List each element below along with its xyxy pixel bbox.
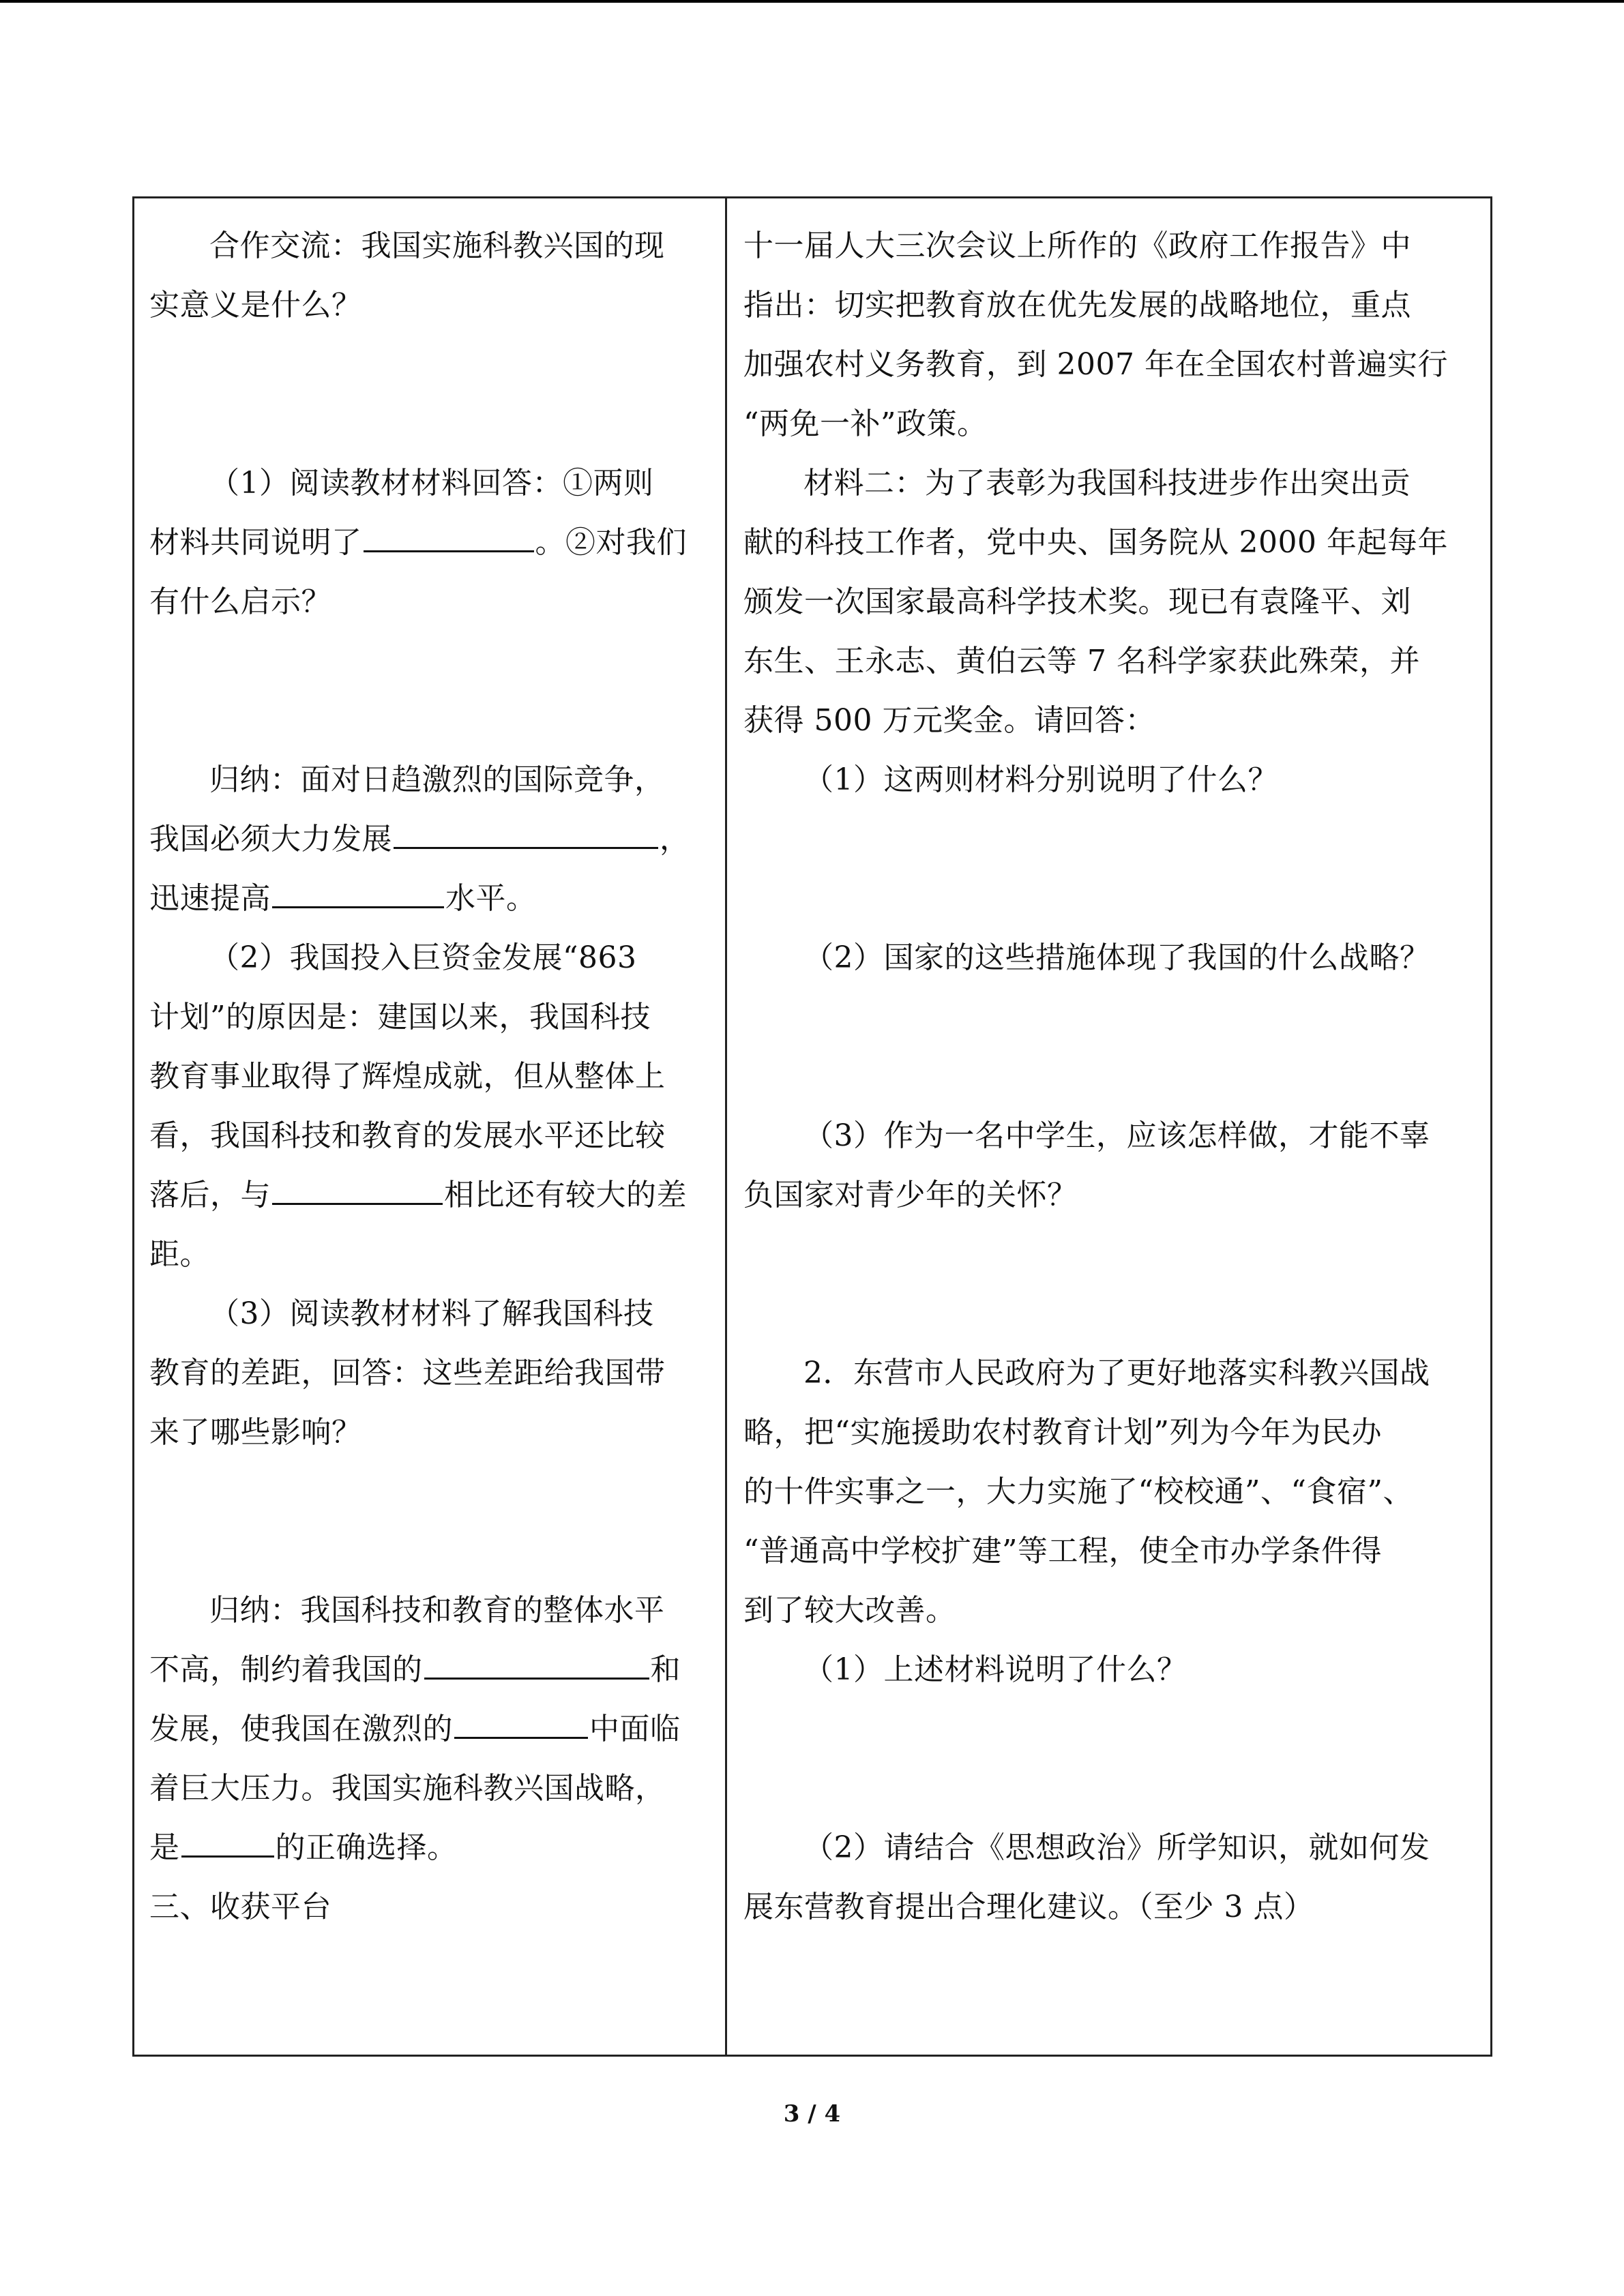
- q2-line: （2）我国投入巨资金发展“863: [209, 940, 637, 975]
- text-fragment: 的正确选择。: [275, 1830, 458, 1865]
- material2-line: 获得 500 万元奖金。请回答：: [743, 703, 1155, 738]
- text-fragment: 和: [650, 1652, 681, 1687]
- q2-line: 距。: [149, 1237, 210, 1272]
- q2-line: [149, 1165, 711, 1225]
- material-question-3: 负国家对青少年的关怀？: [743, 1178, 1078, 1212]
- material2-line: 材料二：为了表彰为我国科技进步作出突出贡: [803, 466, 1411, 501]
- item2-question-1: （1）上述材料说明了什么？: [803, 1652, 1187, 1687]
- item2-line: 2．东营市人民政府为了更好地落实科教兴国战: [803, 1356, 1430, 1390]
- summary2-line: [149, 1640, 711, 1699]
- item2-line: “普通高中学校扩建”等工程，使全市办学条件得: [743, 1534, 1382, 1568]
- fill-blank[interactable]: [272, 876, 444, 908]
- q1-line: [149, 513, 711, 572]
- right-column: [727, 198, 1492, 2055]
- fill-blank[interactable]: [394, 817, 658, 849]
- fill-blank[interactable]: [272, 1173, 443, 1205]
- summary2-line: 着巨大压力。我国实施科教兴国战略，: [149, 1771, 666, 1806]
- text-fragment: 不高，制约着我国的: [149, 1652, 423, 1687]
- section-heading-harvest: 三、收获平台: [149, 1890, 331, 1924]
- material-question-2: （2）国家的这些措施体现了我国的什么战略？: [803, 940, 1430, 975]
- summary1-line: [149, 869, 711, 928]
- material-question-1: （1）这两则材料分别说明了什么？: [803, 762, 1278, 797]
- material1-line: 十一届人大三次会议上所作的《政府工作报告》中: [743, 228, 1411, 263]
- material1-line: “两免一补”政策。: [743, 406, 988, 441]
- summary2-line: [149, 1818, 711, 1877]
- q3-line: 来了哪些影响？: [149, 1415, 362, 1450]
- coop-question-line: 合作交流：我国实施科教兴国的现: [209, 228, 665, 263]
- item2-line: 略，把“实施援助农村教育计划”列为今年为民办: [743, 1415, 1382, 1450]
- summary1-line: 归纳：面对日趋激烈的国际竞争，: [209, 762, 665, 797]
- summary1-line: [149, 809, 711, 869]
- coop-question-line: 实意义是什么？: [149, 288, 362, 323]
- summary2-line: 归纳：我国科技和教育的整体水平: [209, 1593, 665, 1628]
- summary2-line: [149, 1699, 711, 1759]
- q3-line: 教育的差距，回答：这些差距给我国带: [149, 1356, 666, 1390]
- text-fragment: 我国必须大力发展: [149, 822, 392, 856]
- q1-line: （1）阅读教材材料回答：①两则: [209, 466, 654, 501]
- q3-line: （3）阅读教材材料了解我国科技: [209, 1296, 654, 1331]
- text-fragment: 发展，使我国在激烈的: [149, 1712, 453, 1746]
- material-question-3: （3）作为一名中学生，应该怎样做，才能不辜: [803, 1118, 1430, 1153]
- text-fragment: ，: [660, 822, 690, 856]
- q1-line: 有什么启示？: [149, 584, 331, 619]
- text-fragment: 是: [149, 1830, 180, 1865]
- worksheet-table: [132, 196, 1492, 2057]
- fill-blank[interactable]: [454, 1707, 588, 1739]
- q2-line: 计划”的原因是：建国以来，我国科技: [149, 1000, 651, 1034]
- material2-line: 颁发一次国家最高科学技术奖。现已有袁隆平、刘: [743, 584, 1411, 619]
- text-fragment: 水平。: [445, 881, 537, 916]
- text-fragment: 落后，与: [149, 1178, 271, 1212]
- item2-line: 的十件实事之一，大力实施了“校校通”、“食宿”、: [743, 1474, 1413, 1509]
- text-fragment: 材料共同说明了: [149, 525, 362, 560]
- item2-question-2: 展东营教育提出合理化建议。（至少 3 点）: [743, 1890, 1314, 1924]
- material2-line: 献的科技工作者，党中央、国务院从 2000 年起每年: [743, 525, 1448, 560]
- material1-line: 指出：切实把教育放在优先发展的战略地位，重点: [743, 288, 1411, 323]
- text-fragment: 迅速提高: [149, 881, 271, 916]
- page-top-rule: [0, 0, 1624, 3]
- q2-line: 教育事业取得了辉煌成就，但从整体上: [149, 1059, 666, 1094]
- material1-line: 加强农村义务教育，到 2007 年在全国农村普遍实行: [743, 347, 1448, 382]
- text-fragment: 相比还有较大的差: [444, 1178, 687, 1212]
- fill-blank[interactable]: [424, 1648, 649, 1680]
- item2-line: 到了较大改善。: [743, 1593, 956, 1628]
- fill-blank[interactable]: [364, 520, 534, 552]
- page-number: 3 / 4: [783, 2100, 841, 2128]
- material2-line: 东生、王永志、黄伯云等 7 名科学家获此殊荣，并: [743, 644, 1420, 679]
- item2-question-2: （2）请结合《思想政治》所学知识，就如何发: [803, 1830, 1430, 1865]
- fill-blank[interactable]: [181, 1825, 274, 1858]
- left-column: [134, 198, 725, 2055]
- text-fragment: 中面临: [589, 1712, 681, 1746]
- text-fragment: 。②对我们: [535, 525, 687, 560]
- q2-line: 看，我国科技和教育的发展水平还比较: [149, 1118, 666, 1153]
